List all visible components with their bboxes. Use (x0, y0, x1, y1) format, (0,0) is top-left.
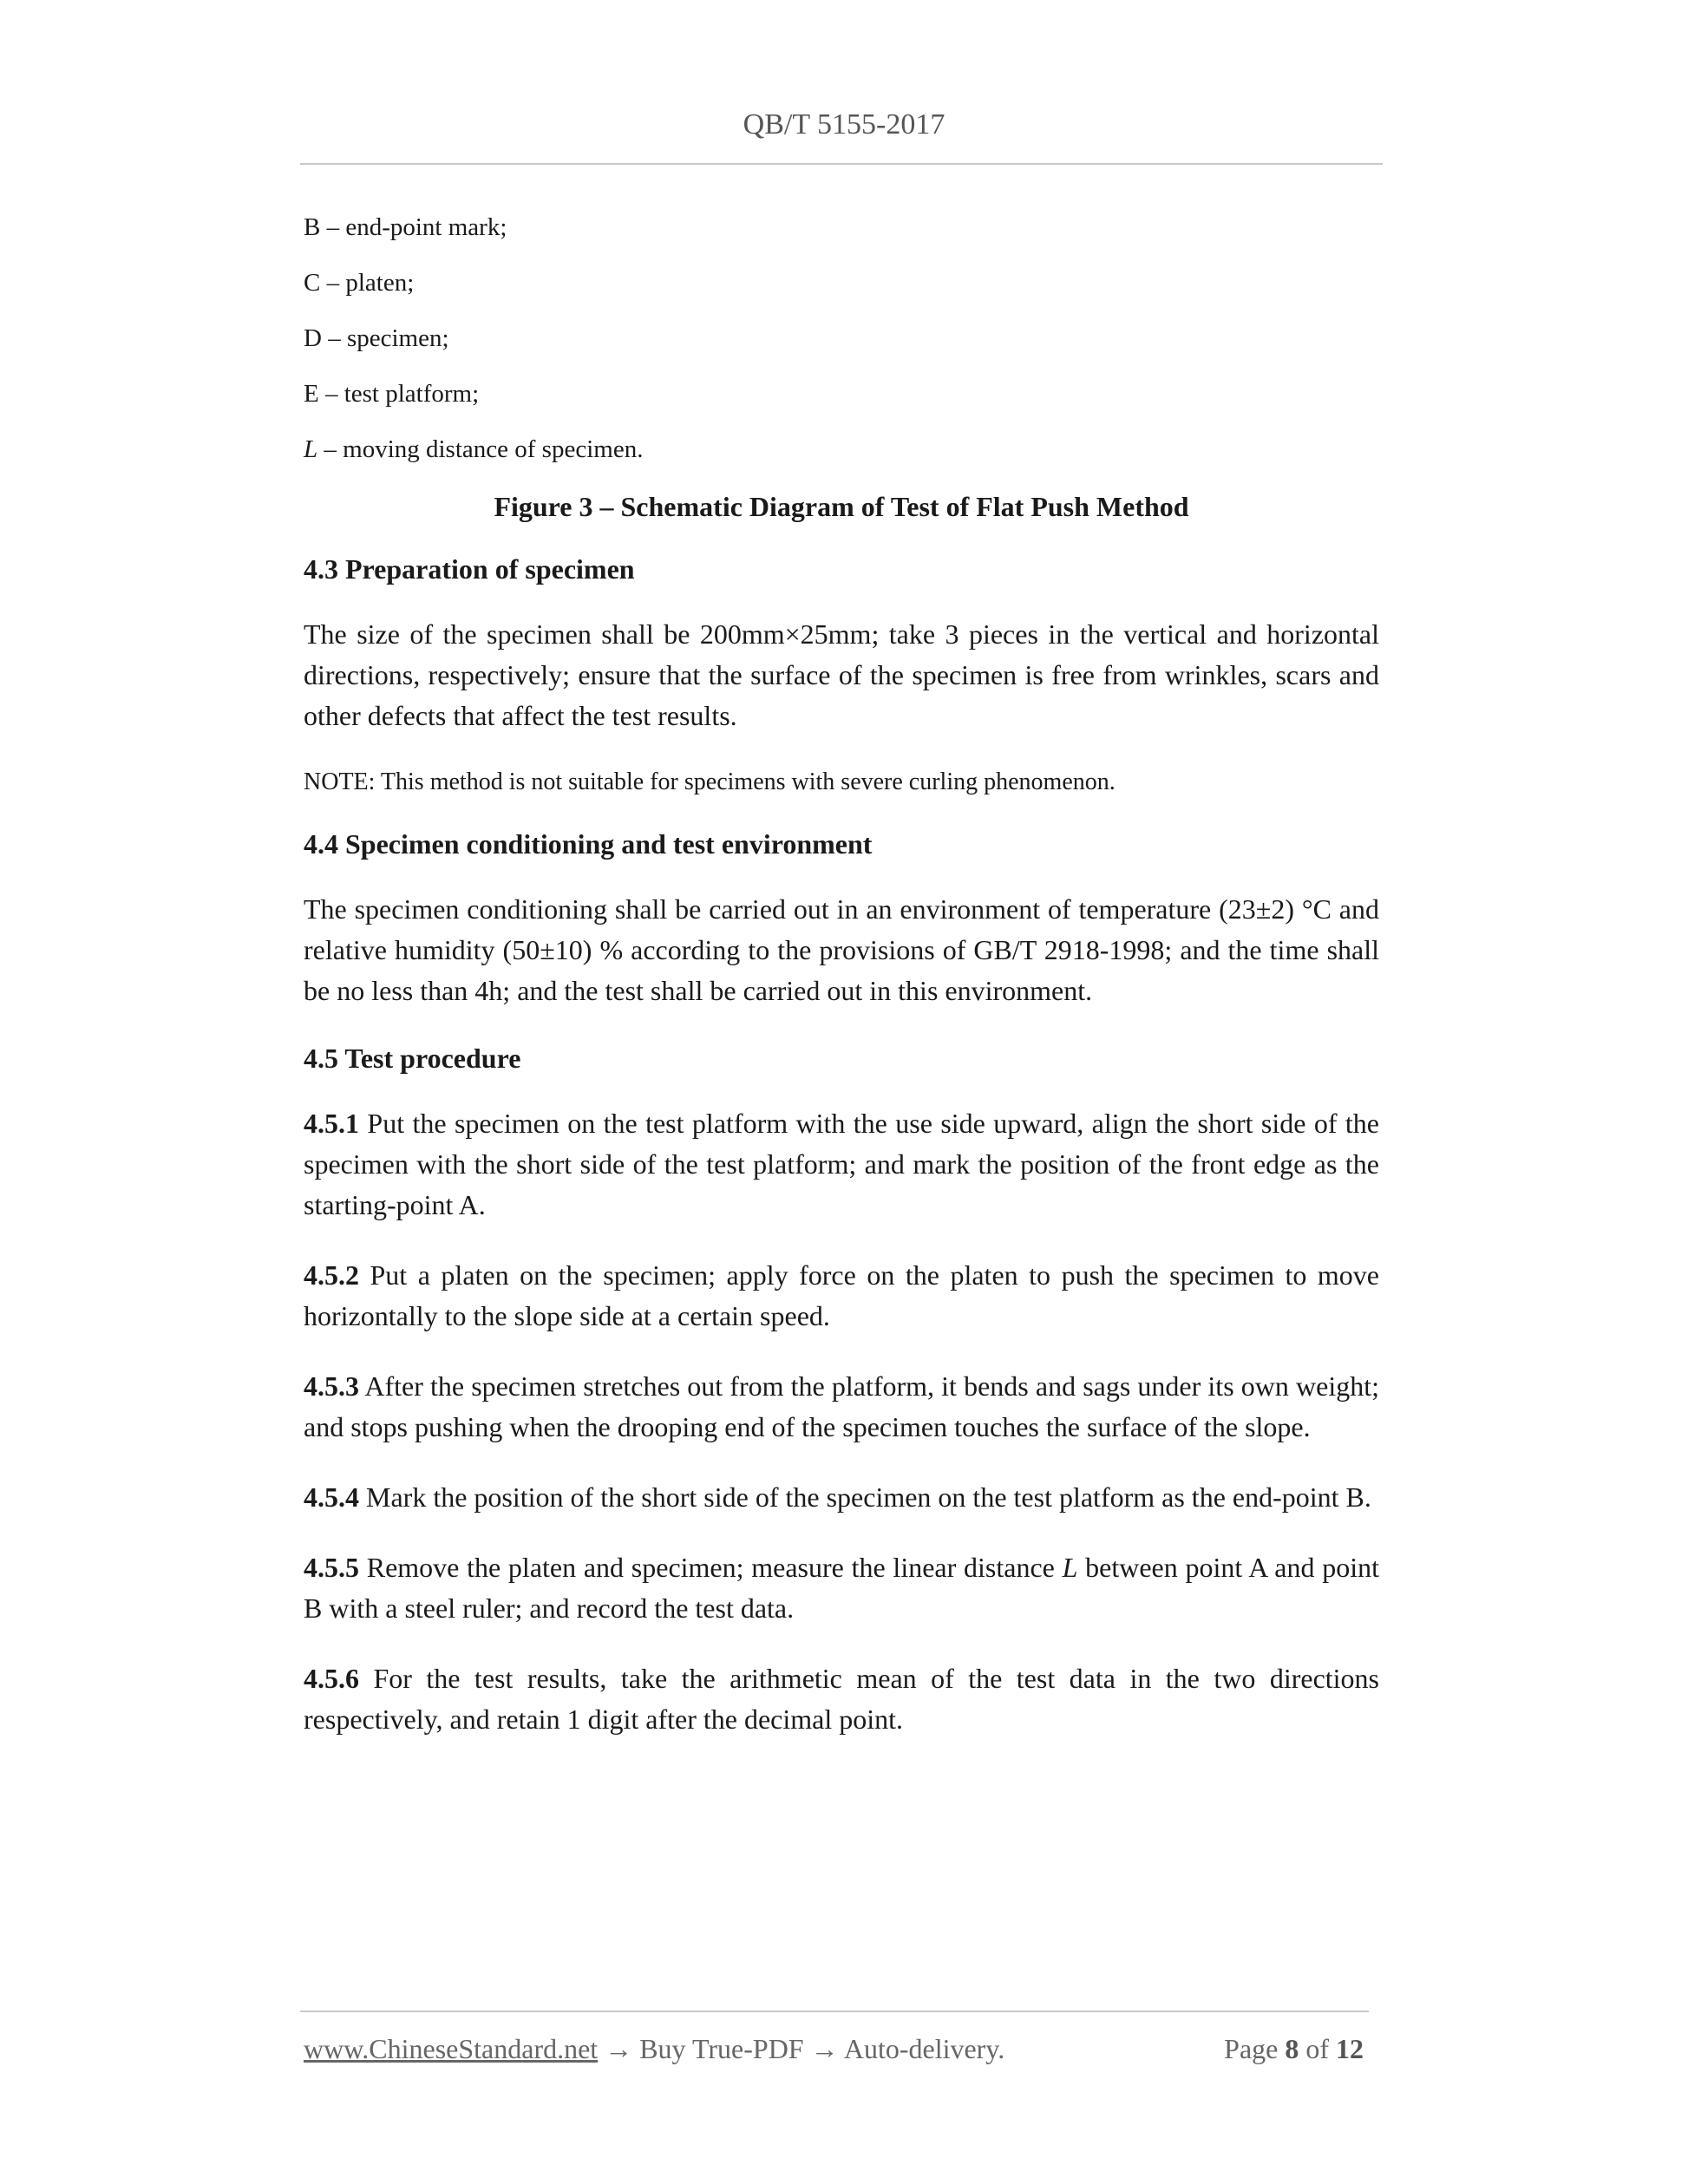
legend-symbol: C (304, 269, 321, 297)
legend-item-l (304, 432, 1379, 467)
page-label: Page (1224, 2033, 1286, 2064)
auto-delivery-text: Auto-delivery. (843, 2033, 1005, 2064)
section-heading-4-3: 4.3 Preparation of specimen (304, 553, 635, 585)
clause-number: 4.5.1 (304, 1108, 359, 1139)
legend-text: – test platform; (318, 380, 480, 408)
section-heading-4-5: 4.5 Test procedure (304, 1043, 521, 1074)
clause-text: Put the specimen on the test platform with the use side upward, align the short side of the specimen with the short side of the test platform; and mark the position of the front edge as the starting-point A. (304, 1108, 1379, 1220)
page-indicator (1224, 2030, 1364, 2068)
clause-4-5-4 (304, 1477, 1379, 1518)
footer-divider (300, 2011, 1369, 2012)
total-page-number: 12 (1336, 2033, 1364, 2064)
legend-item-e (304, 376, 1379, 411)
clause-text: For the test results, take the arithmetic mean of the test data in the two directions respectively, and retain 1 digit after the decimal point. (304, 1663, 1379, 1735)
legend-symbol: E (304, 380, 319, 408)
section-heading-4-4: 4.4 Specimen conditioning and test environment (304, 828, 873, 860)
clause-4-5-6 (304, 1658, 1379, 1740)
legend-text: – specimen; (321, 324, 449, 352)
clause-4-5-1 (304, 1103, 1379, 1226)
clause-text: between point A and point B with a steel ruler; and record the test data. (304, 1552, 1380, 1624)
clause-number: 4.5.6 (304, 1663, 359, 1694)
clause-text: Put a platen on the specimen; apply force on the platen to push the specimen to move horizontally to the slope side at a certain speed. (304, 1259, 1379, 1331)
arrow-icon: → (598, 2033, 640, 2064)
clause-4-5-5 (304, 1547, 1379, 1629)
distance-symbol: L (1062, 1552, 1078, 1583)
clause-number: 4.5.4 (304, 1481, 359, 1513)
section-4-3-body: The size of the specimen shall be 200mm×25mm; take 3 pieces in the vertical and horizontal directions, respectively; ensure that the surface of the specimen is free from wrinkles, scars and other defects that affect the test results. (304, 618, 1379, 731)
arrow-icon: → (803, 2033, 844, 2064)
legend-item-d (304, 321, 1379, 356)
of-label: of (1299, 2033, 1336, 2064)
current-page-number: 8 (1285, 2033, 1299, 2064)
figure-caption: Figure 3 – Schematic Diagram of Test of Flat Push Method (494, 491, 1189, 522)
legend-text: – platen; (320, 269, 415, 297)
clause-number: 4.5.5 (304, 1552, 359, 1583)
legend-symbol: B (304, 213, 321, 241)
website-link[interactable]: www.ChineseStandard.net (304, 2033, 599, 2064)
page-content (304, 210, 1379, 1769)
legend-text: – end-point mark; (320, 213, 507, 241)
figure-legend (304, 210, 1379, 467)
clause-4-5-2 (304, 1255, 1379, 1337)
buy-pdf-text: Buy True-PDF (639, 2033, 804, 2064)
clause-number: 4.5.2 (304, 1259, 359, 1291)
footer-promo (304, 2030, 1004, 2068)
legend-symbol: D (304, 324, 322, 352)
legend-symbol: L (304, 435, 318, 463)
legend-item-c (304, 265, 1379, 300)
section-4-4-body: The specimen conditioning shall be carried out in an environment of temperature (23±2) °C and relative humidity (50±10) % according to the provisions of GB/T 2918-1998; and the time shall be no less than 4h; and the test shall be carried out in this environment. (304, 893, 1379, 1006)
legend-text: – moving distance of specimen. (317, 435, 644, 463)
document-code-header: QB/T 5155-2017 (743, 108, 945, 141)
clause-number: 4.5.3 (304, 1370, 359, 1402)
clause-text: Remove the platen and specimen; measure the linear distance (359, 1552, 1063, 1583)
header-divider (300, 163, 1383, 165)
legend-item-b (304, 210, 1379, 245)
note-text: NOTE: This method is not suitable for specimens with severe curling phenomenon. (304, 768, 1116, 795)
clause-4-5-3 (304, 1366, 1379, 1448)
clause-text: Mark the position of the short side of the specimen on the test platform as the end-point B. (359, 1481, 1371, 1513)
clause-text: After the specimen stretches out from the platform, it bends and sags under its own weight; and stops pushing when the drooping end of the specimen touches the surface of the slope. (304, 1370, 1379, 1442)
